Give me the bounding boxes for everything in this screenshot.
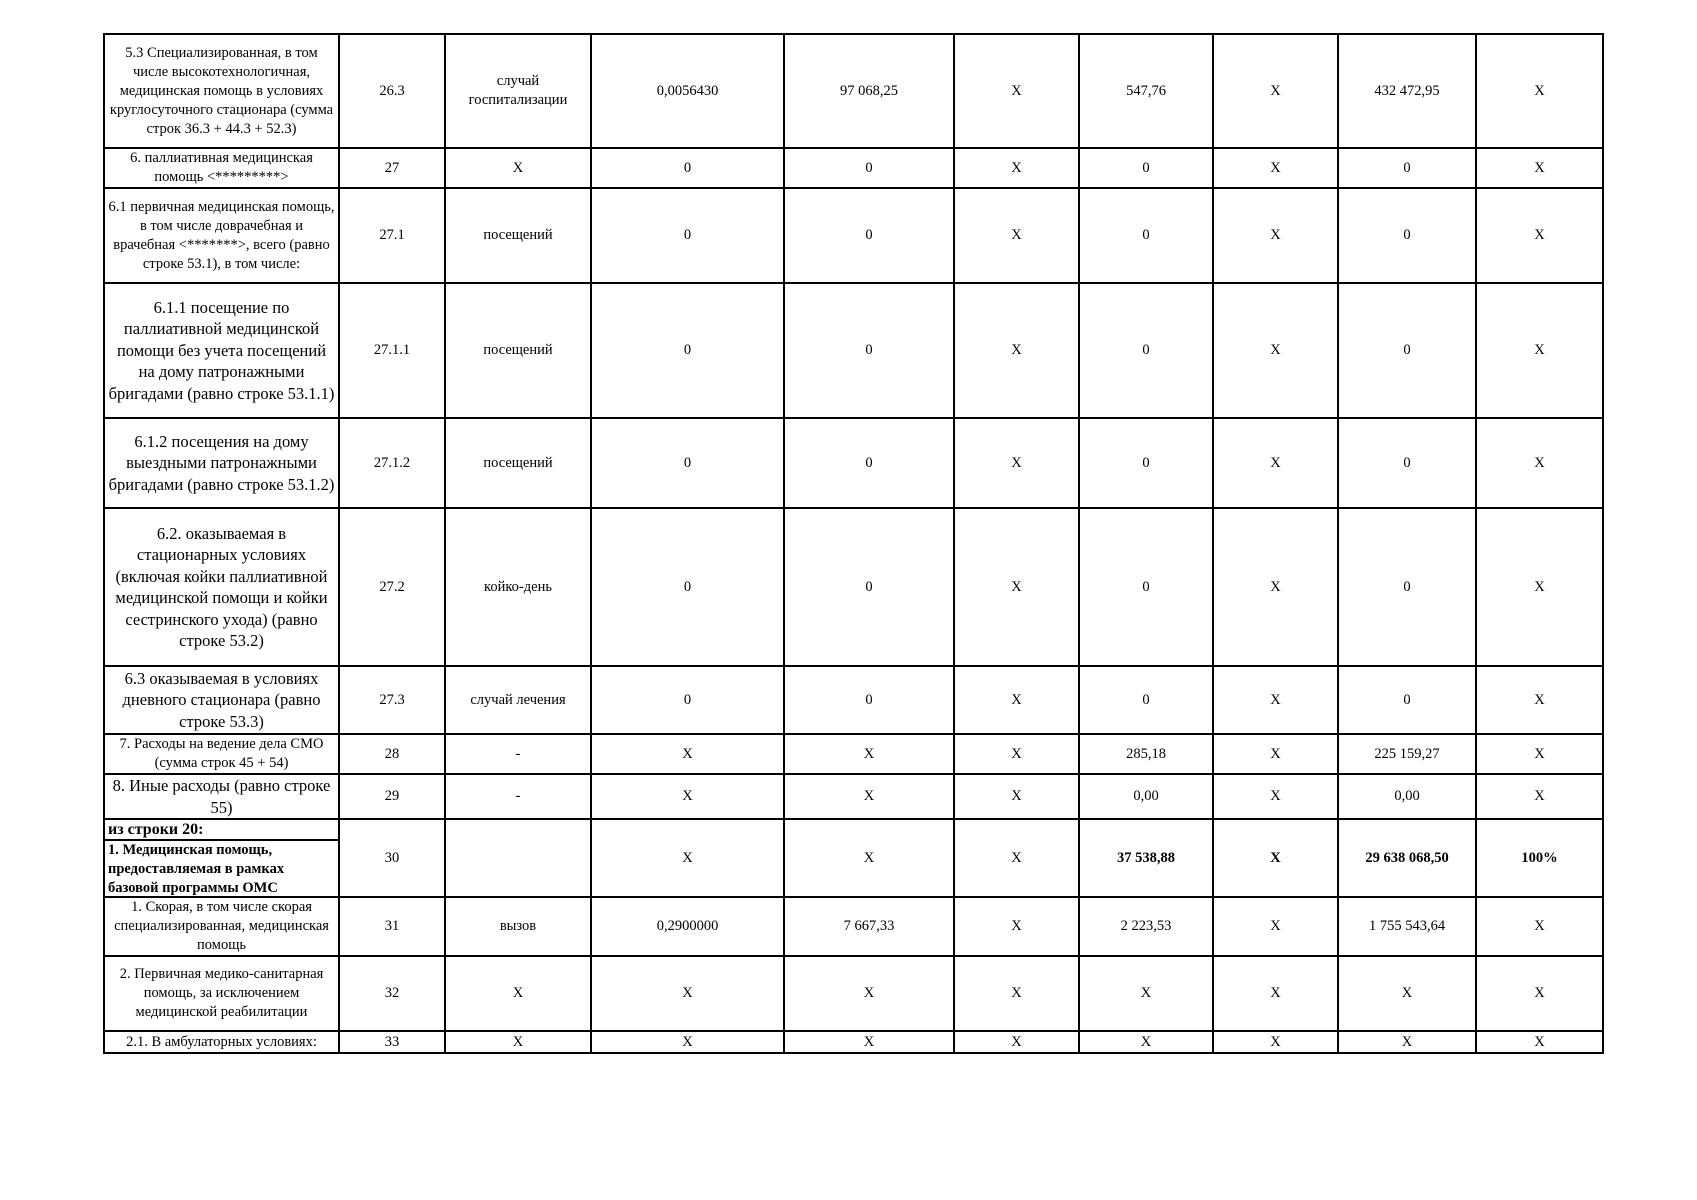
cell-c3: X [954, 956, 1079, 1031]
cell-c6: 0 [1338, 418, 1476, 508]
table-row [104, 34, 1603, 148]
financing-table [103, 33, 1604, 1054]
cell-c1: X [591, 1031, 784, 1053]
table-row [104, 666, 1603, 734]
table-row [104, 956, 1603, 1031]
cell-c7: X [1476, 34, 1603, 148]
row-unit: - [445, 774, 591, 819]
cell-c2: X [784, 1031, 954, 1053]
row-unit: - [445, 734, 591, 774]
row-code: 27.1.1 [339, 283, 445, 418]
cell-c5: X [1213, 666, 1338, 734]
row-unit: X [445, 1031, 591, 1053]
cell-c2: X [784, 774, 954, 819]
cell-c7: X [1476, 956, 1603, 1031]
cell-c7: X [1476, 897, 1603, 956]
cell-c4: 285,18 [1079, 734, 1213, 774]
cell-c5: X [1213, 188, 1338, 283]
row-code: 27.2 [339, 508, 445, 666]
row-name: 6.1 первичная медицинская помощь, в том числе доврачебная и врачебная <*******>, всего (равно строке 53.1), в том числе: [104, 188, 339, 283]
cell-c6: 0 [1338, 188, 1476, 283]
row-unit: посещений [445, 188, 591, 283]
cell-c2: 0 [784, 508, 954, 666]
row-unit: посещений [445, 283, 591, 418]
row-name: 2.1. В амбулаторных условиях: [104, 1031, 339, 1053]
cell-c4: 547,76 [1079, 34, 1213, 148]
cell-c4: 0,00 [1079, 774, 1213, 819]
row-unit: X [445, 148, 591, 188]
table-row [104, 188, 1603, 283]
cell-c2: 0 [784, 188, 954, 283]
section-title: из строки 20: [105, 820, 338, 841]
row-name: 7. Расходы на ведение дела СМО (сумма строк 45 + 54) [104, 734, 339, 774]
cell-c7: X [1476, 148, 1603, 188]
row-code: 31 [339, 897, 445, 956]
cell-c2: 0 [784, 666, 954, 734]
cell-c4: 37 538,88 [1079, 819, 1213, 897]
cell-c6: 0 [1338, 508, 1476, 666]
row-code: 27.3 [339, 666, 445, 734]
row-unit: вызов [445, 897, 591, 956]
cell-c1: 0,2900000 [591, 897, 784, 956]
cell-c7: 100% [1476, 819, 1603, 897]
cell-c6: X [1338, 1031, 1476, 1053]
cell-c3: X [954, 188, 1079, 283]
row-code: 30 [339, 819, 445, 897]
cell-c5: X [1213, 1031, 1338, 1053]
cell-c5: X [1213, 897, 1338, 956]
cell-c1: 0 [591, 188, 784, 283]
cell-c1: X [591, 734, 784, 774]
table-row [104, 283, 1603, 418]
cell-c3: X [954, 1031, 1079, 1053]
cell-c5: X [1213, 819, 1338, 897]
row-name: 8. Иные расходы (равно строке 55) [104, 774, 339, 819]
table-row [104, 418, 1603, 508]
section-name: 1. Медицинская помощь, предоставляемая в рамках базовой программы ОМС [108, 842, 285, 896]
cell-c2: X [784, 734, 954, 774]
cell-c6: 0,00 [1338, 774, 1476, 819]
cell-c7: X [1476, 508, 1603, 666]
cell-c6: X [1338, 956, 1476, 1031]
cell-c5: X [1213, 34, 1338, 148]
cell-c1: X [591, 819, 784, 897]
cell-c6: 1 755 543,64 [1338, 897, 1476, 956]
row-name: 6.2. оказываемая в стационарных условиях (включая койки паллиативной медицинской помощи и койки сестринского ухода) (равно строке 53.2) [104, 508, 339, 666]
cell-c4: 0 [1079, 188, 1213, 283]
cell-c3: X [954, 283, 1079, 418]
cell-c2: 0 [784, 148, 954, 188]
table-row [104, 819, 1603, 897]
cell-c3: X [954, 734, 1079, 774]
row-code: 27.1.2 [339, 418, 445, 508]
cell-c1: X [591, 956, 784, 1031]
cell-c3: X [954, 819, 1079, 897]
table-row [104, 897, 1603, 956]
cell-c6: 29 638 068,50 [1338, 819, 1476, 897]
cell-c4: X [1079, 1031, 1213, 1053]
cell-c2: X [784, 819, 954, 897]
row-name: 5.3 Специализированная, в том числе высокотехнологичная, медицинская помощь в условиях круглосуточного стационара (сумма строк 36.3 + 44.3 + 52.3) [104, 34, 339, 148]
row-code: 32 [339, 956, 445, 1031]
cell-c4: 0 [1079, 418, 1213, 508]
cell-c5: X [1213, 148, 1338, 188]
row-name: 6.1.2 посещения на дому выездными патронажными бригадами (равно строке 53.1.2) [104, 418, 339, 508]
cell-c5: X [1213, 956, 1338, 1031]
row-unit: койко-день [445, 508, 591, 666]
row-code: 27 [339, 148, 445, 188]
cell-c4: 0 [1079, 508, 1213, 666]
row-code: 29 [339, 774, 445, 819]
row-name: 6.3 оказываемая в условиях дневного стационара (равно строке 53.3) [104, 666, 339, 734]
row-code: 26.3 [339, 34, 445, 148]
table-row [104, 1031, 1603, 1053]
cell-c1: 0 [591, 148, 784, 188]
cell-c7: X [1476, 188, 1603, 283]
table-row [104, 508, 1603, 666]
table-row [104, 774, 1603, 819]
row-code: 33 [339, 1031, 445, 1053]
cell-c5: X [1213, 283, 1338, 418]
cell-c7: X [1476, 1031, 1603, 1053]
cell-c4: 0 [1079, 283, 1213, 418]
cell-c6: 225 159,27 [1338, 734, 1476, 774]
row-name: 6.1.1 посещение по паллиативной медицинской помощи без учета посещений на дому патронажными бригадами (равно строке 53.1.1) [104, 283, 339, 418]
cell-c5: X [1213, 734, 1338, 774]
row-name: 2. Первичная медико-санитарная помощь, за исключением медицинской реабилитации [104, 956, 339, 1031]
cell-c7: X [1476, 283, 1603, 418]
cell-c3: X [954, 774, 1079, 819]
cell-c3: X [954, 666, 1079, 734]
row-name: 6. паллиативная медицинская помощь <*********> [104, 148, 339, 188]
cell-c3: X [954, 508, 1079, 666]
cell-c1: X [591, 774, 784, 819]
cell-c5: X [1213, 508, 1338, 666]
cell-c2: X [784, 956, 954, 1031]
row-unit: случай лечения [445, 666, 591, 734]
cell-c3: X [954, 897, 1079, 956]
cell-c7: X [1476, 666, 1603, 734]
cell-c3: X [954, 148, 1079, 188]
cell-c3: X [954, 34, 1079, 148]
row-unit [445, 819, 591, 897]
row-code: 27.1 [339, 188, 445, 283]
row-unit: X [445, 956, 591, 1031]
cell-c7: X [1476, 774, 1603, 819]
row-name: 1. Скорая, в том числе скорая специализированная, медицинская помощь [104, 897, 339, 956]
cell-c5: X [1213, 418, 1338, 508]
cell-c2: 0 [784, 418, 954, 508]
cell-c4: 0 [1079, 148, 1213, 188]
cell-c5: X [1213, 774, 1338, 819]
cell-c2: 97 068,25 [784, 34, 954, 148]
table-row [104, 734, 1603, 774]
cell-c6: 0 [1338, 148, 1476, 188]
cell-c1: 0,0056430 [591, 34, 784, 148]
row-unit: посещений [445, 418, 591, 508]
row-unit: случай госпитализации [445, 34, 591, 148]
cell-c2: 7 667,33 [784, 897, 954, 956]
cell-c1: 0 [591, 418, 784, 508]
table-row [104, 148, 1603, 188]
cell-c1: 0 [591, 666, 784, 734]
cell-c2: 0 [784, 283, 954, 418]
cell-c3: X [954, 418, 1079, 508]
cell-c6: 0 [1338, 666, 1476, 734]
row-name [104, 819, 339, 897]
cell-c1: 0 [591, 508, 784, 666]
cell-c6: 0 [1338, 283, 1476, 418]
cell-c4: 2 223,53 [1079, 897, 1213, 956]
cell-c1: 0 [591, 283, 784, 418]
row-code: 28 [339, 734, 445, 774]
cell-c4: 0 [1079, 666, 1213, 734]
cell-c6: 432 472,95 [1338, 34, 1476, 148]
cell-c7: X [1476, 734, 1603, 774]
cell-c4: X [1079, 956, 1213, 1031]
cell-c7: X [1476, 418, 1603, 508]
